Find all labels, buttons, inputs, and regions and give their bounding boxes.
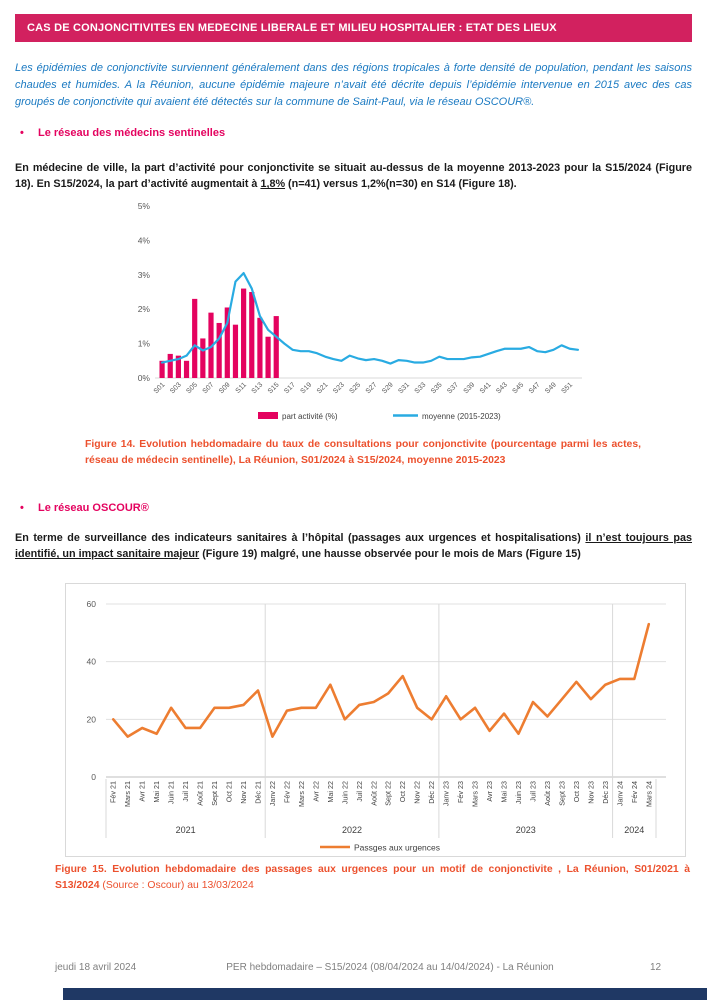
svg-text:Juil 21: Juil 21	[181, 781, 191, 802]
svg-text:Juin 23: Juin 23	[514, 781, 523, 805]
svg-text:S19: S19	[299, 381, 314, 396]
svg-text:Déc 22: Déc 22	[427, 781, 437, 804]
intro-paragraph: Les épidémies de conjonctivite surviennent généralement dans des régions tropicales à forte densité de population, pendant les saisons chaudes et humides. A la Réunion, aucune épidémie majeure n’avait été décrite depuis l’épidémie intervenue en 2015 avec des cas groupés de conjonctivite qui avaient été détectés sur la commune de Saint-Paul, via le réseau OSCOUR®.	[15, 62, 692, 109]
svg-text:2021: 2021	[175, 825, 196, 835]
svg-text:2023: 2023	[515, 825, 536, 835]
svg-text:Nov 23: Nov 23	[586, 781, 596, 804]
svg-text:40: 40	[86, 656, 96, 667]
svg-text:2024: 2024	[624, 825, 645, 835]
svg-text:3%: 3%	[137, 269, 150, 280]
svg-text:Fév 23: Fév 23	[456, 781, 466, 803]
section-title: CAS DE CONJONCITIVITES EN MEDECINE LIBERALE ET MILIEU HOSPITALIER : ETAT DES LIEUX	[27, 22, 557, 34]
svg-text:S47: S47	[527, 381, 542, 396]
svg-text:S39: S39	[462, 381, 477, 396]
svg-text:Oct 22: Oct 22	[398, 781, 408, 803]
paragraph-sentinelles	[15, 160, 692, 192]
svg-text:1%: 1%	[137, 338, 150, 349]
svg-text:S11: S11	[234, 381, 249, 395]
svg-text:Fév 21: Fév 21	[108, 781, 118, 803]
svg-text:Oct 23: Oct 23	[571, 781, 581, 803]
svg-text:Avr 21: Avr 21	[137, 781, 147, 802]
paragraph-oscour	[15, 530, 692, 562]
svg-text:Fév 22: Fév 22	[282, 781, 292, 803]
svg-text:S49: S49	[544, 381, 558, 396]
svg-text:Juil 22: Juil 22	[354, 781, 364, 802]
footer-page-number: 12	[650, 962, 662, 973]
svg-text:Nov 21: Nov 21	[239, 781, 248, 804]
svg-text:Avr 22: Avr 22	[311, 781, 321, 802]
svg-text:0%: 0%	[137, 373, 150, 383]
svg-text:S29: S29	[381, 381, 395, 396]
svg-text:Nov 22: Nov 22	[412, 781, 422, 804]
svg-text:Mars 24: Mars 24	[644, 781, 654, 807]
bullet-icon: •	[20, 127, 24, 139]
svg-text:S33: S33	[413, 381, 428, 396]
svg-text:Août 21: Août 21	[195, 781, 205, 806]
svg-text:Oct 21: Oct 21	[224, 781, 234, 803]
svg-text:Mai 21: Mai 21	[152, 781, 162, 803]
paragraph-oscour-text-end: (Figure 19) malgré, une hausse observée pour le mois de Mars (Figure 15)	[199, 548, 581, 561]
svg-text:S27: S27	[364, 381, 379, 396]
svg-text:S17: S17	[283, 381, 297, 396]
paragraph-sentinelles-text: En médecine de ville, la part d’activité pour conjonctivite se situait au-dessus de la moyenne 2013-2023 pour la S15/2024 (Figure 18). En S15/2024, la part d’activité augmentait à	[15, 162, 692, 191]
svg-text:Fév 24: Fév 24	[629, 781, 639, 803]
svg-text:20: 20	[86, 714, 96, 725]
bullet-sentinelles	[20, 127, 225, 139]
svg-text:S13: S13	[250, 381, 265, 396]
svg-text:S31: S31	[397, 381, 412, 396]
figure15-chart	[65, 583, 686, 857]
figure14-chart	[110, 196, 590, 432]
svg-text:Mai 23: Mai 23	[499, 781, 509, 803]
svg-text:S51: S51	[560, 381, 575, 396]
footer-report-title: PER hebdomadaire – S15/2024 (08/04/2024 au 14/04/2024) - La Réunion	[226, 962, 554, 973]
svg-text:Août 22: Août 22	[369, 781, 379, 806]
svg-text:S05: S05	[185, 381, 200, 396]
svg-text:S37: S37	[446, 381, 461, 396]
svg-text:S07: S07	[201, 381, 216, 396]
svg-text:Passges aux urgences: Passges aux urgences	[354, 842, 440, 853]
svg-text:part activité (%): part activité (%)	[282, 412, 338, 421]
svg-text:Mars 21: Mars 21	[123, 781, 133, 807]
paragraph-oscour-underline: il n’est toujours pas identifié, un impact sanitaire majeur	[15, 532, 692, 561]
svg-text:60: 60	[86, 599, 96, 609]
svg-text:S41: S41	[478, 381, 493, 396]
svg-text:Sept 21: Sept 21	[210, 781, 220, 806]
svg-text:Août 23: Août 23	[542, 781, 552, 806]
svg-text:moyenne (2015-2023): moyenne (2015-2023)	[422, 412, 501, 421]
svg-text:Mars 23: Mars 23	[470, 781, 480, 807]
svg-text:Juin 22: Juin 22	[340, 781, 350, 805]
svg-text:S35: S35	[429, 381, 444, 396]
figure15-caption	[55, 862, 690, 893]
svg-text:0: 0	[91, 772, 96, 782]
figure15-caption-bold: Figure 15. Evolution hebdomadaire des passages aux urgences pour un motif de conjonctivite , La Réunion, S01/2021 à S13/2024	[55, 864, 690, 891]
svg-text:Mars 22: Mars 22	[296, 781, 306, 807]
svg-text:Mai 22: Mai 22	[325, 781, 335, 803]
figure14-caption: Figure 14. Evolution hebdomadaire du taux de consultations pour conjonctivite (pourcentage parmi les actes, réseau de médecin sentinelle), La Réunion, S01/2024 à S15/2024, moyenne 2015-2023	[85, 439, 641, 466]
svg-text:S43: S43	[495, 381, 509, 396]
bullet-sentinelles-label: Le réseau des médecins sentinelles	[38, 127, 226, 139]
svg-text:2%: 2%	[137, 304, 150, 315]
svg-text:4%: 4%	[137, 235, 150, 246]
svg-text:2022: 2022	[342, 825, 363, 835]
svg-text:S25: S25	[348, 381, 363, 396]
svg-text:5%: 5%	[137, 201, 150, 211]
svg-text:Juil 23: Juil 23	[528, 781, 538, 802]
svg-text:Janv 24: Janv 24	[615, 781, 625, 807]
figure15-caption-source: (Source : Oscour) au 13/03/2024	[102, 879, 254, 891]
paragraph-sentinelles-underline: 1,8%	[260, 178, 286, 191]
svg-text:Juin 21: Juin 21	[166, 781, 176, 805]
footer-date: jeudi 18 avril 2024	[55, 962, 137, 973]
svg-text:S03: S03	[169, 381, 183, 396]
svg-text:Sept 22: Sept 22	[383, 781, 393, 806]
paragraph-oscour-text: En terme de surveillance des indicateurs sanitaires à l’hôpital (passages aux urgences et hospitalisations)	[15, 532, 586, 544]
svg-text:S09: S09	[217, 381, 232, 396]
bullet-icon: •	[20, 502, 24, 514]
svg-text:Janv 22: Janv 22	[267, 781, 277, 807]
svg-text:Déc 21: Déc 21	[253, 781, 263, 804]
svg-text:S23: S23	[332, 381, 346, 396]
svg-text:S21: S21	[315, 381, 330, 396]
bullet-oscour-label: Le réseau OSCOUR®	[38, 502, 149, 514]
svg-text:Avr 23: Avr 23	[485, 781, 495, 802]
svg-text:Janv 23: Janv 23	[441, 781, 451, 807]
svg-text:Sept 23: Sept 23	[557, 781, 567, 806]
bottom-navy-bar	[63, 988, 707, 1000]
paragraph-sentinelles-text-end: (n=41) versus 1,2%(n=30) en S14 (Figure 18).	[285, 178, 517, 191]
svg-text:Déc 23: Déc 23	[600, 781, 610, 804]
section-title-banner	[15, 14, 692, 42]
svg-text:S01: S01	[152, 381, 167, 396]
svg-text:S45: S45	[511, 381, 526, 396]
bullet-oscour	[20, 502, 149, 514]
svg-text:S15: S15	[266, 381, 281, 396]
